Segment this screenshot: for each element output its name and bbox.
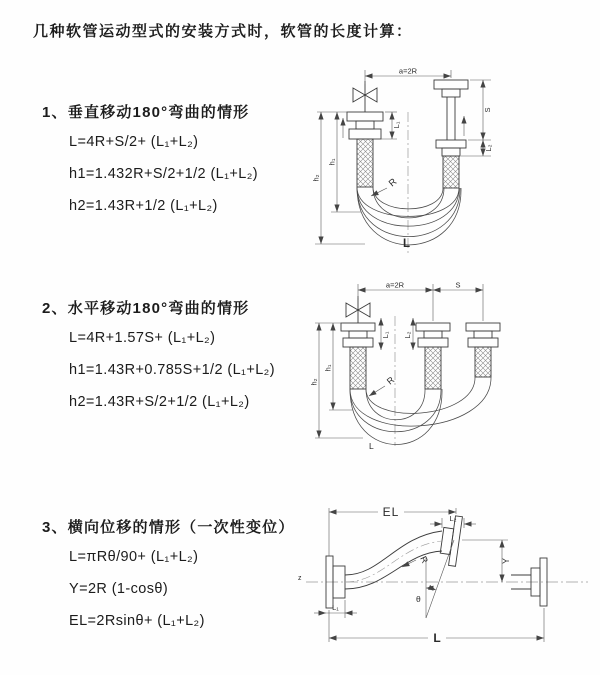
page-title: 几种软管运动型式的安装方式时，软管的长度计算： xyxy=(33,23,413,40)
valve-icon xyxy=(353,81,377,112)
right-flange-lower xyxy=(436,140,466,156)
left-flange xyxy=(341,323,375,347)
dim-label-height2: h₂ xyxy=(311,174,321,182)
radius-leader xyxy=(402,560,416,567)
section-lateral-displacement xyxy=(42,518,295,637)
radius-label: R xyxy=(384,374,397,387)
formula-line: Y=2R (1-cosθ) xyxy=(69,581,169,597)
diagram-horizontal-180 xyxy=(303,278,588,458)
formula-line: EL=2Rsinθ+ (L₁+L₂) xyxy=(69,613,205,629)
section-heading: 2、水平移动180°弯曲的情形 xyxy=(42,300,250,317)
dim-label-height2: h₂ xyxy=(309,378,319,386)
middle-flange xyxy=(416,323,450,347)
valve-icon xyxy=(346,296,370,323)
hose-arcs xyxy=(350,377,491,445)
formula-line: L=4R+1.57S+ (L₁+L₂) xyxy=(69,330,216,346)
formula-line: h1=1.43R+0.785S+1/2 (L₁+L₂) xyxy=(69,362,275,378)
right-flange-upper xyxy=(434,80,468,140)
formula-line: h2=1.43R+1/2 (L₁+L₂) xyxy=(69,198,218,214)
offset-label: Y xyxy=(501,557,511,565)
section-heading: 3、横向位移的情形（一次性变位） xyxy=(42,519,295,536)
formula-line: L=4R+S/2+ (L₁+L₂) xyxy=(69,134,199,150)
radius-label: R xyxy=(386,176,400,190)
right-flange xyxy=(466,323,500,347)
formula-line: L=πRθ/90+ (L₁+L₂) xyxy=(69,549,199,565)
hose-arcs xyxy=(357,187,461,245)
length-label: L xyxy=(369,441,374,451)
dim-label-fitting1: L₁ xyxy=(392,121,401,129)
braided-hose-right xyxy=(443,156,459,188)
length-label: L xyxy=(403,238,411,250)
extended-length-label: EL xyxy=(382,505,400,519)
dim-label-span: a=2R xyxy=(398,66,418,76)
formula-line: h2=1.43R+S/2+1/2 (L₁+L₂) xyxy=(69,394,250,410)
upper-flange-displaced xyxy=(440,516,462,566)
dim-label-fitting2: L₂ xyxy=(449,514,457,523)
diagram-vertical-180 xyxy=(303,64,588,259)
radius-label: R xyxy=(418,554,430,565)
axis-label: z xyxy=(298,575,302,582)
dim-label-height1: h₁ xyxy=(323,364,333,372)
section-horizontal-180 xyxy=(42,299,275,418)
diagram-lateral-displacement xyxy=(296,500,596,650)
dim-label-height1: h₁ xyxy=(327,158,337,166)
dim-label-fitting2: L₂ xyxy=(403,331,412,339)
section-heading: 1、垂直移动180°弯曲的情形 xyxy=(42,104,250,121)
dim-label-stroke: S xyxy=(455,280,461,290)
dim-label-stroke: S xyxy=(483,107,492,113)
left-flange xyxy=(347,112,383,139)
dim-label-fitting2: L₂ xyxy=(484,144,493,152)
dim-label-fitting1: L₁ xyxy=(332,603,339,612)
braided-hose-middle xyxy=(425,347,441,389)
length-label: L xyxy=(433,631,441,645)
section-vertical-180 xyxy=(42,103,258,222)
formula-line: h1=1.432R+S/2+1/2 (L₁+L₂) xyxy=(69,166,259,182)
braided-hose-left xyxy=(357,139,373,187)
braided-hose-right xyxy=(475,347,491,377)
angle-label: θ xyxy=(416,594,421,604)
radius-leader xyxy=(369,386,385,396)
dim-label-span: a=2R xyxy=(385,280,405,290)
dim-label-fitting1: L₁ xyxy=(381,331,390,339)
braided-hose-left xyxy=(350,347,366,389)
